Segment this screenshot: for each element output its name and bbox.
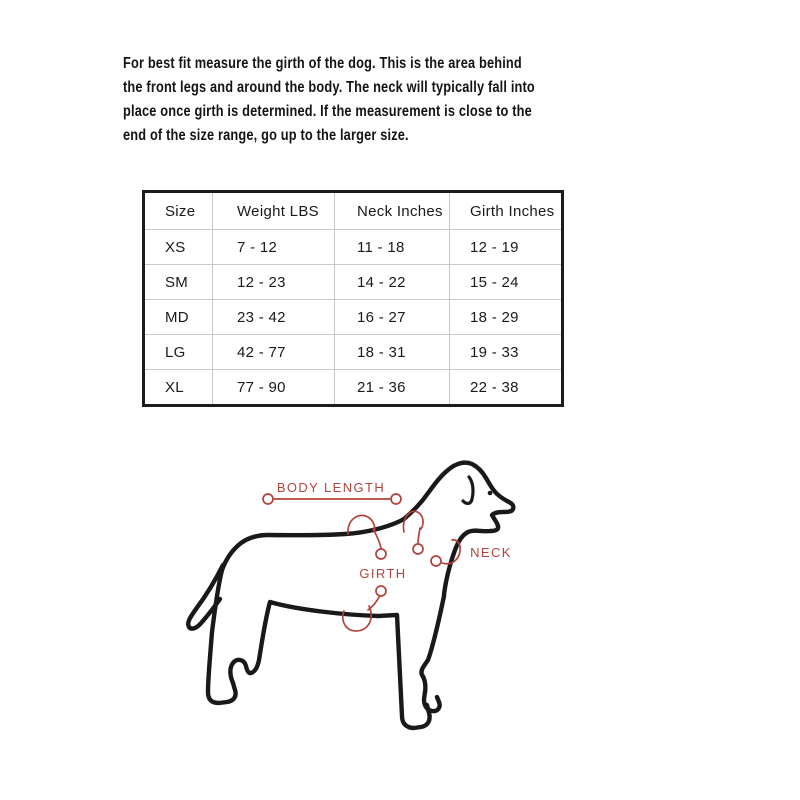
neck-label: NECK	[470, 545, 512, 560]
column-header-girth: Girth Inches	[450, 192, 563, 230]
neck-circle	[431, 556, 441, 566]
cell-girth: 19 - 33	[450, 335, 563, 370]
column-header-size: Size	[144, 192, 213, 230]
cell-girth: 22 - 38	[450, 370, 563, 406]
dog-body-outline	[208, 519, 430, 728]
cell-weight: 12 - 23	[213, 265, 335, 300]
cell-size: LG	[144, 335, 213, 370]
cell-neck: 16 - 27	[335, 300, 450, 335]
girth-circle	[376, 549, 386, 559]
cell-size: XS	[144, 230, 213, 265]
cell-neck: 18 - 31	[335, 335, 450, 370]
neck-circle	[413, 544, 423, 554]
cell-weight: 23 - 42	[213, 300, 335, 335]
cell-size: SM	[144, 265, 213, 300]
neck-connector	[418, 528, 420, 543]
cell-neck: 14 - 22	[335, 265, 450, 300]
intro-line: the front legs and around the body. The neck will typically fall into	[123, 79, 535, 96]
girth-bottom-arc	[343, 606, 371, 631]
cell-girth: 15 - 24	[450, 265, 563, 300]
cell-girth: 18 - 29	[450, 300, 563, 335]
cell-weight: 42 - 77	[213, 335, 335, 370]
girth-top-connector	[373, 529, 381, 548]
column-header-weight: Weight LBS	[213, 192, 335, 230]
dog-ear-icon	[463, 477, 473, 503]
dog-outline	[188, 463, 513, 728]
cell-neck: 21 - 36	[335, 370, 450, 406]
body-length-end-circle	[263, 494, 273, 504]
dog-head-outline	[404, 463, 513, 711]
intro-line: For best fit measure the girth of the dog. This is the area behind	[123, 55, 522, 72]
intro-line: end of the size range, go up to the larger size.	[123, 127, 409, 144]
cell-weight: 77 - 90	[213, 370, 335, 406]
body-length-label: BODY LENGTH	[276, 480, 386, 495]
dog-eye-icon	[488, 491, 493, 496]
intro-line: place once girth is determined. If the measurement is close to the	[123, 103, 532, 120]
girth-label: GIRTH	[359, 566, 407, 581]
body-length-end-circle	[391, 494, 401, 504]
column-header-neck: Neck Inches	[335, 192, 450, 230]
girth-circle	[376, 586, 386, 596]
body-length-marker	[263, 480, 401, 504]
cell-neck: 11 - 18	[335, 230, 450, 265]
cell-girth: 12 - 19	[450, 230, 563, 265]
cell-weight: 7 - 12	[213, 230, 335, 265]
cell-size: MD	[144, 300, 213, 335]
cell-size: XL	[144, 370, 213, 406]
